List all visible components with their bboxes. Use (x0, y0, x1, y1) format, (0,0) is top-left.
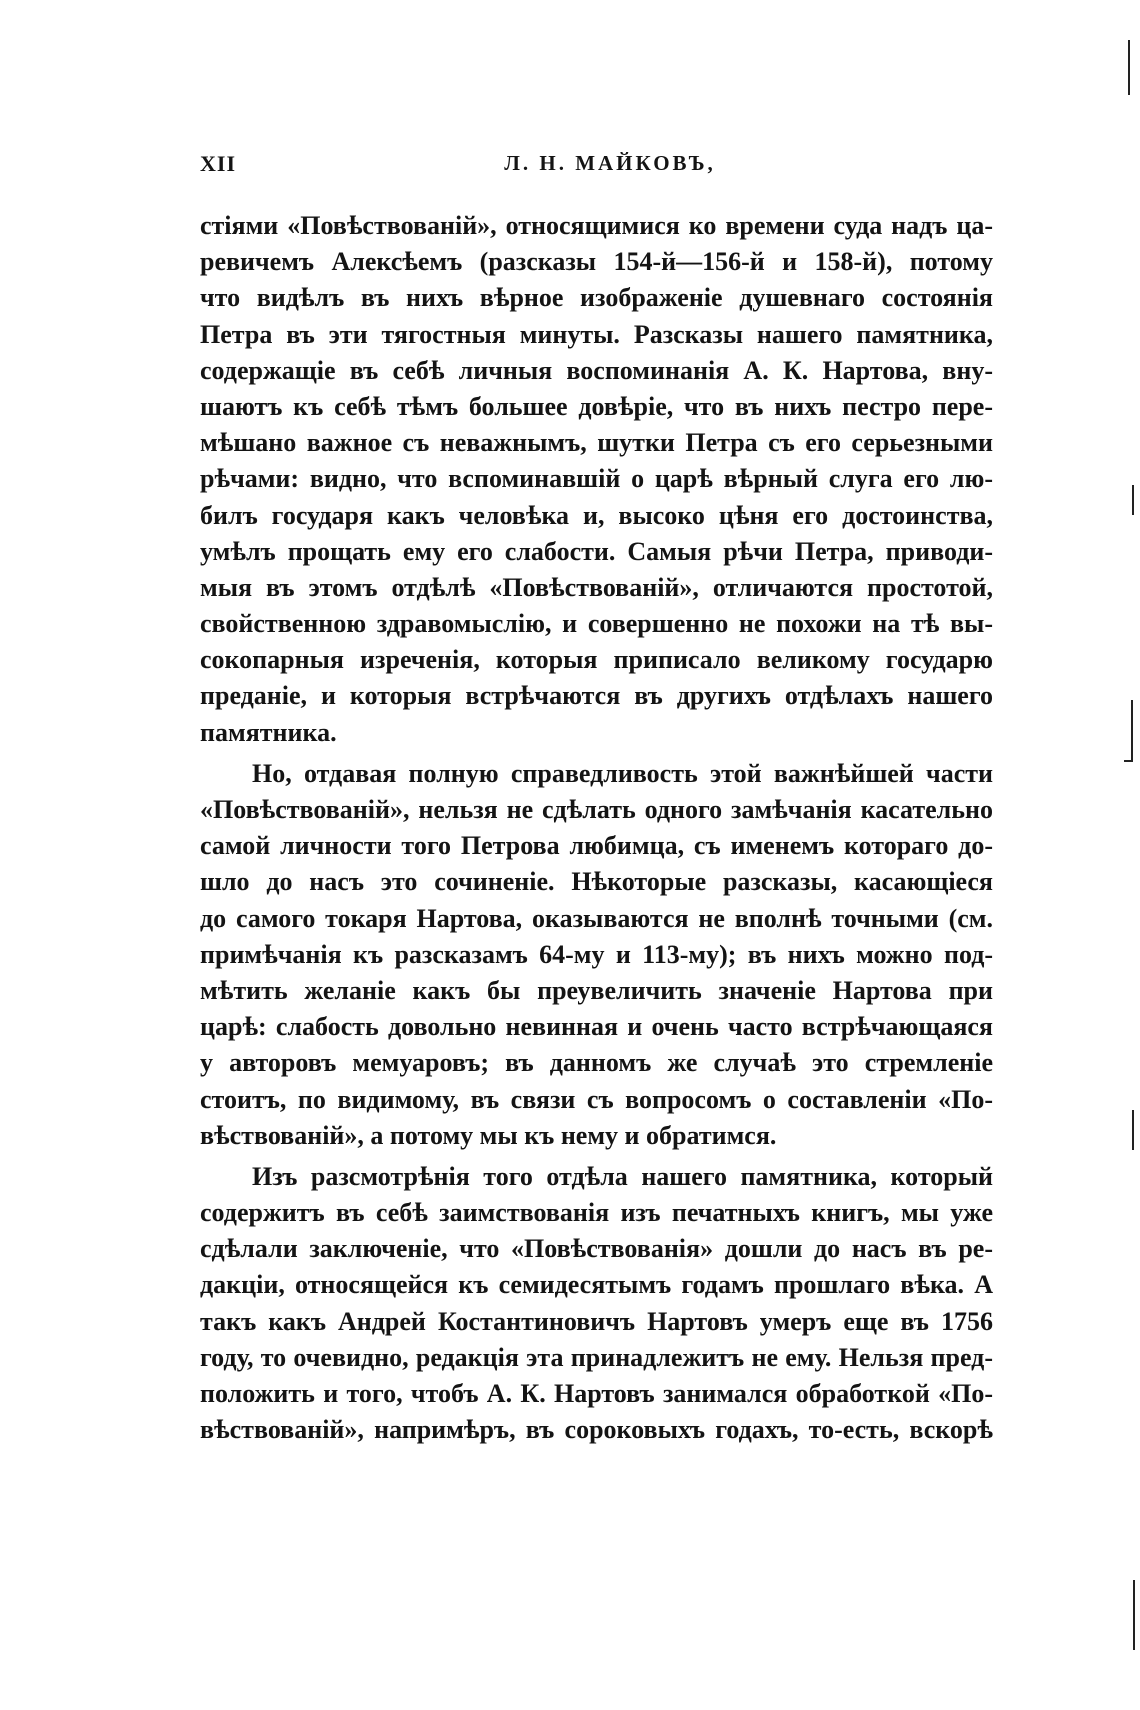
text-line: вѣствованій», напримѣръ, въ сороковыхъ годахъ, то-есть, вскорѣ (200, 1415, 993, 1445)
text-line: преданіе, и которыя встрѣчаются въ другихъ отдѣлахъ нашего (200, 681, 993, 711)
text-line: вѣствованій», а потому мы къ нему и обратимся. (200, 1120, 777, 1150)
text-line: царѣ: слабость довольно невинная и очень часто встрѣчающаяся (200, 1012, 993, 1042)
text-line: сокопарныя изреченія, которыя приписало великому государю (200, 645, 993, 675)
text-line: мѣтить желаніе какъ бы преувеличить значеніе Нартова при (200, 975, 993, 1005)
scan-edge-mark (1128, 40, 1130, 95)
text-line: шло до насъ это сочиненіе. Нѣкоторые разсказы, касающіеся (200, 867, 993, 897)
text-line: ревичемъ Алексѣемъ (разсказы 154-й—156-й и 158-й), потому (200, 247, 993, 277)
text-line: «Повѣствованій», нельзя не сдѣлать одного замѣчанія касательно (200, 795, 993, 824)
text-line: стоитъ, по видимому, въ связи съ вопросомъ о составленіи «По- (200, 1084, 993, 1114)
text-line: памятника. (200, 717, 337, 747)
text-line: до самого токаря Нартова, оказываются не вполнѣ точными (см. (200, 903, 993, 933)
text-line: Изъ разсмотрѣнія того отдѣла нашего памятника, который (252, 1161, 993, 1191)
text-line: содержащіе въ себѣ личныя воспоминанія А. К. Нартова, вну- (200, 355, 993, 385)
running-head (200, 151, 1000, 187)
text-line: свойственною здравомыслію, и совершенно не похожи на тѣ вы- (200, 609, 993, 639)
text-line: билъ государя какъ человѣка и, высоко цѣня его достоинства, (200, 500, 993, 530)
text-line: мѣшано важное съ неважнымъ, шутки Петра съ его серьезными (200, 428, 993, 458)
scan-edge-mark (1132, 485, 1134, 515)
text-line: сдѣлали заключеніе, что «Повѣствованія» дошли до насъ въ ре- (200, 1234, 993, 1264)
text-line: содержитъ въ себѣ заимствованія изъ печатныхъ книгъ, мы уже (200, 1198, 993, 1228)
text-line: примѣчанія къ разсказамъ 64-му и 113-му); въ нихъ можно под- (200, 939, 993, 969)
text-line: такъ какъ Андрей Костантиновичъ Нартовъ умеръ еще въ 1756 (200, 1306, 993, 1336)
text-line: умѣлъ прощать ему его слабости. Самыя рѣчи Петра, приводи- (200, 536, 993, 566)
text-line: рѣчами: видно, что вспоминавшій о царѣ вѣрный слуга его лю- (200, 464, 993, 494)
text-line: Петра въ эти тягостныя минуты. Разсказы нашего памятника, (200, 319, 993, 349)
scan-edge-mark (1132, 1110, 1134, 1150)
text-line: стіями «Повѣствованій», относящимися ко времени суда надъ ца- (200, 211, 993, 240)
text-line: что видѣлъ въ нихъ вѣрное изображеніе душевнаго состоянія (200, 283, 993, 313)
text-line: мыя въ этомъ отдѣлѣ «Повѣствованій», отличаются простотой, (200, 572, 993, 602)
text-line: дакціи, относящейся къ семидесятымъ годамъ прошлаго вѣка. А (200, 1270, 993, 1300)
text-line: году, то очевидно, редакція эта принадлежитъ не ему. Нельзя пред- (200, 1342, 993, 1372)
scan-edge-mark (1131, 700, 1133, 762)
text-line: положить и того, чтобъ А. К. Нартовъ занимался обработкой «По- (200, 1379, 993, 1408)
body-text (200, 208, 993, 1448)
text-line: самой личности того Петрова любимца, съ именемъ котораго до- (200, 831, 993, 861)
page-number: XII (200, 151, 237, 176)
text-line: у авторовъ мемуаровъ; въ данномъ же случаѣ это стремленіе (200, 1048, 993, 1078)
text-line: Но, отдавая полную справедливость этой важнѣйшей части (252, 758, 993, 788)
scan-edge-mark (1133, 1580, 1135, 1650)
running-title: Л. Н. МАЙКОВЪ, (504, 151, 716, 175)
text-line: шаютъ къ себѣ тѣмъ большее довѣріе, что въ нихъ пестро пере- (200, 391, 993, 421)
